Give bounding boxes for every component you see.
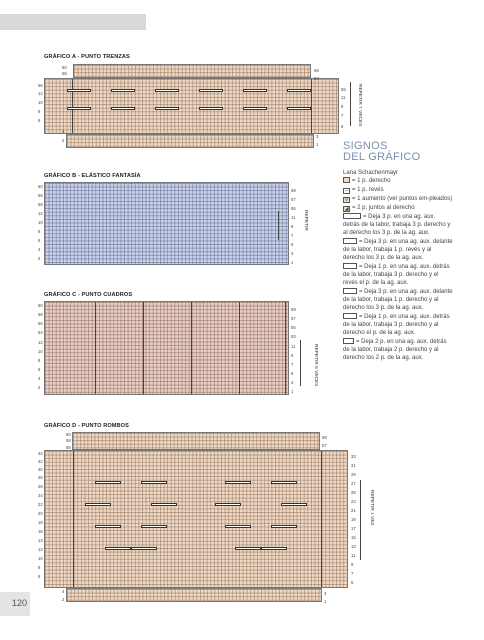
legend-item: ◢ = 2 p. juntos al derecho bbox=[344, 205, 415, 212]
cable-2-2-back-icon bbox=[343, 338, 354, 344]
chart-c-repeat-bracket bbox=[300, 340, 301, 386]
legend-title-line2: DEL GRÁFICO bbox=[343, 151, 421, 163]
cable-3-3-front-icon bbox=[343, 238, 357, 244]
legend-item: = Deja 3 p. en una ag. aux. delante de la labor, trabaja 1 p. revés y al derecho los 3 p. de la ag. aux. bbox=[343, 239, 453, 261]
legend-item: = Deja 3 p. en una ag. aux. detrás de la labor, trabaja 3 p. derecho y al derecho los 3 p. de la ag. aux. bbox=[343, 214, 451, 236]
blank-square-icon bbox=[343, 177, 350, 183]
chart-a-title: GRÁFICO A - PUNTO TRENZAS bbox=[44, 54, 130, 60]
dash-square-icon: – bbox=[344, 188, 349, 194]
cable-3-1-front-icon bbox=[343, 288, 357, 294]
legend-item: = Deja 3 p. en una ag. aux. delante de la labor, trabaja 1 p. derecho y al derecho los 3 p. de la ag. aux. bbox=[343, 289, 453, 311]
chart-d-title: GRÁFICO D - PUNTO ROMBOS bbox=[44, 423, 129, 429]
chart-c-title: GRÁFICO C - PUNTO CUADROS bbox=[44, 292, 133, 298]
chart-a-grid bbox=[44, 78, 339, 134]
chart-d-grid bbox=[44, 450, 348, 588]
chart-b-title: GRÁFICO B - ELÁSTICO FANTASÍA bbox=[44, 173, 141, 179]
chart-a-bottom bbox=[66, 134, 314, 148]
header-bar bbox=[0, 14, 146, 30]
legend-item: = 1 p. derecho bbox=[343, 177, 453, 185]
legend-title-line1: SIGNOS bbox=[343, 140, 388, 152]
slash-square-icon: ◢ bbox=[344, 206, 349, 212]
legend-item: = Deja 1 p. en una ag. aux. detrás de la labor, trabaja 3 p. derecho y al derecho el p. de la ag. aux. bbox=[343, 314, 450, 336]
legend-item: = Deja 1 p. en una ag. aux. detrás de la labor, trabaja 3 p. derecho y el revés el p. de la ag. aux. bbox=[343, 264, 450, 286]
legend-item: = Deja 2 p. en una ag. aux. detrás de la labor, trabaja 2 p. derecho y al derecho los 2 p. de la ag. aux. bbox=[343, 339, 447, 361]
chart-d-repeat: REPETIR 1 VEZ bbox=[369, 490, 374, 526]
chart-c-grid bbox=[44, 301, 289, 395]
legend-item: v = 1 aumento (ver puntos em-pleados) bbox=[343, 195, 453, 203]
cable-3-3-back-icon bbox=[343, 213, 361, 219]
chart-d-bottom bbox=[66, 588, 322, 602]
chart-d-repeat-bracket bbox=[360, 480, 361, 560]
chart-a-repeat-bracket bbox=[350, 82, 351, 126]
legend-item: – = 1 p. revés bbox=[344, 187, 384, 194]
chart-a-repeat: REPETIR 7 VECES bbox=[357, 84, 362, 127]
page-number: 120 bbox=[12, 598, 28, 608]
legend-brand: Lana Schachenmayr bbox=[343, 170, 399, 176]
cable-1-3-back-icon bbox=[343, 263, 357, 269]
chart-a-top bbox=[73, 64, 311, 78]
legend bbox=[343, 141, 453, 362]
chart-b-repeat: REPETIR bbox=[303, 210, 308, 231]
chart-b-grid bbox=[44, 182, 289, 265]
chart-c-repeat: REPETIR 5 VECES bbox=[313, 344, 318, 387]
v-square-icon: v bbox=[343, 197, 350, 203]
chart-d-top bbox=[72, 432, 320, 450]
cable-1-3-right-icon bbox=[343, 313, 357, 319]
